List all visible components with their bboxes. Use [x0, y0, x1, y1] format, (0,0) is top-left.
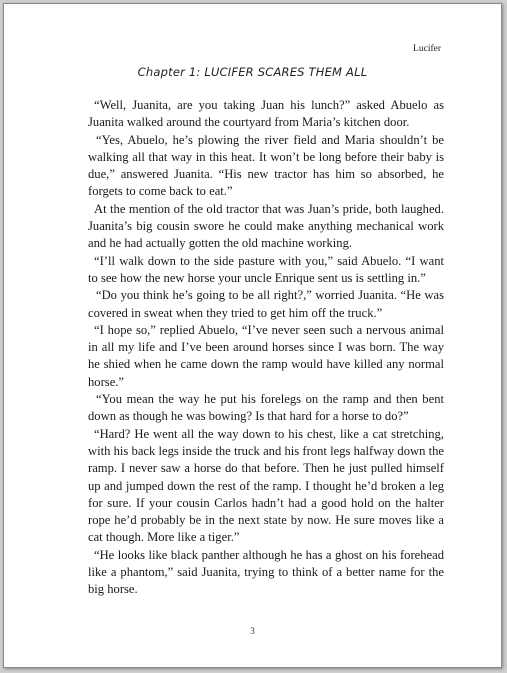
paragraph: “Well, Juanita, are you taking Juan his lunch?” asked Abuelo as Juanita walked around the courtyard from Maria’s kitchen door. [88, 98, 444, 130]
paragraph: “I hope so,” replied Abuelo, “I’ve never seen such a nervous animal in all my life and I’ve been around horses since I was born. The way he shied when he came down the ramp would have killed any normal horse.” [88, 322, 444, 389]
paragraph: “Do you think he’s going to be all right?,” worried Juanita. “He was covered in sweat when they tried to get him off the truck.” [88, 288, 444, 320]
chapter-title: Chapter 1: LUCIFER SCARES THEM ALL [137, 65, 368, 79]
chapter-body [88, 97, 444, 599]
paragraph: “I’ll walk down to the side pasture with you,” said Abuelo. “I want to see how the new horse your uncle Enrique sent us is settling in.” [88, 253, 444, 285]
paragraph: “Hard? He went all the way down to his chest, like a cat stretching, with his back legs inside the truck and his front legs halfway down the ramp. I never saw a horse do that before. Then he just pulled himself up and jumped down the rest of the ramp. I thought he’d broken a leg for sure. If your cousin Carlos hadn’t had a good hold on the halter rope he’d probably be in the next state by now. He sure moves like a cat though. More like a tiger.” [88, 426, 444, 545]
paragraph: “You mean the way he put his forelegs on the ramp and then bent down as though he was bowing? Is that hard for a horse to do?” [88, 392, 444, 424]
paragraph: At the mention of the old tractor that was Juan’s pride, both laughed. Juanita’s big cousin swore he could make anything mechanical work and he had actually gotten the old machine working. [88, 201, 444, 251]
running-head: Lucifer [413, 44, 441, 54]
paragraph: “He looks like black panther although he has a ghost on his forehead like a phantom,” said Juanita, trying to think of a better name for the big horse. [88, 547, 444, 597]
document-page [3, 3, 502, 668]
page-number: 3 [250, 626, 255, 636]
paragraph: “Yes, Abuelo, he’s plowing the river field and Maria shouldn’t be walking all that way in this heat. It won’t be long before their baby is due,” answered Juanita. “His new tractor has him so absorbed, he forgets to come back to eat.” [88, 132, 444, 199]
